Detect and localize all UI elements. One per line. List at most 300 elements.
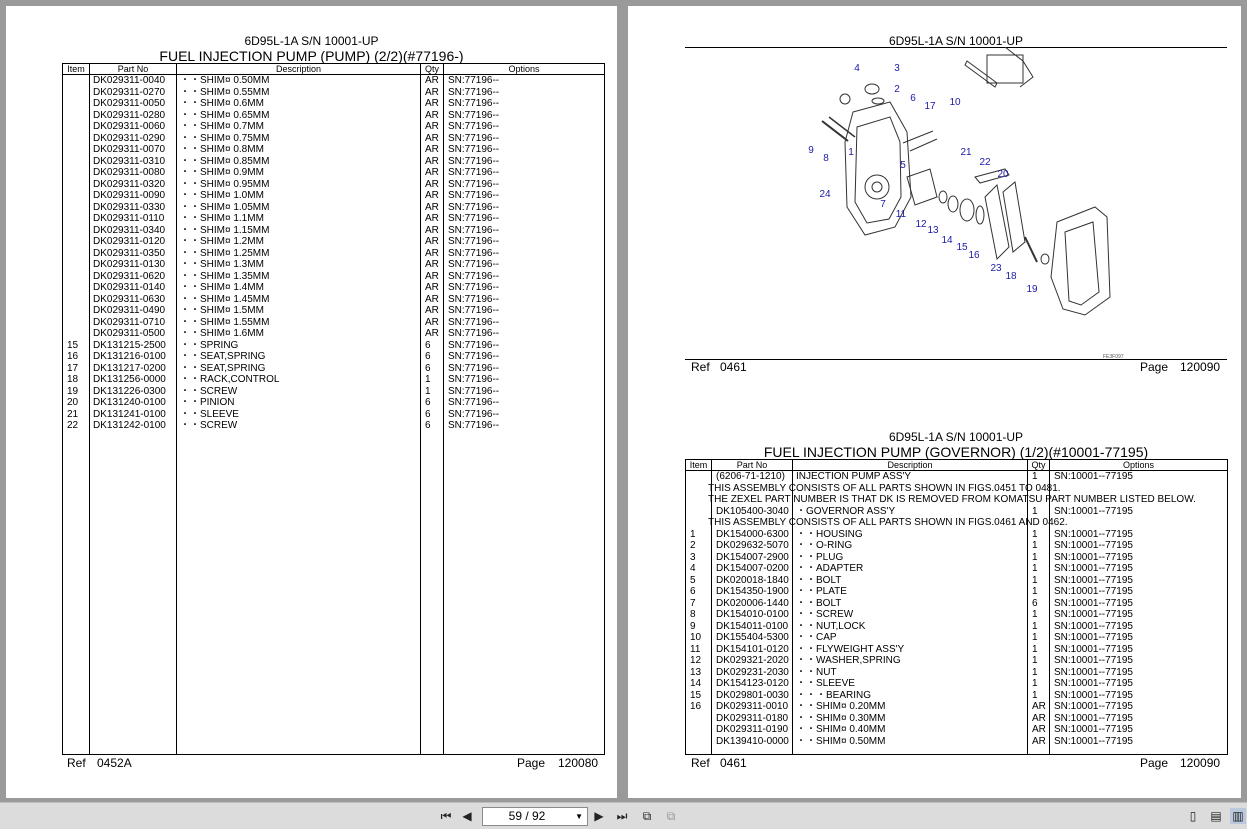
cell-part-no: DK154011-0100 [716,620,789,632]
cell-options: SN:77196-- [448,121,500,132]
cell-description: ・・SHIM¤ 1.2MM [180,236,264,247]
cell-description: ・・SHIM¤ 1.5MM [180,305,264,316]
cell-item: 10 [690,632,702,643]
cell-options: SN:77196-- [448,167,500,178]
cell-qty: AR [425,305,439,316]
first-page-icon: ⏮ [440,809,452,823]
cell-item: 16 [690,701,702,712]
last-page-button[interactable] [614,808,630,824]
left-page-header: 6D95L-1A S/N 10001-UP [244,34,379,48]
callout-4: 4 [854,63,860,74]
col-options: Options [508,64,540,74]
right-parts-table [685,459,1228,755]
copy-icon: ⧉ [642,809,652,823]
cell-part-no: DK029231-2030 [716,666,789,678]
cell-part-no: DK131215-2500 [93,339,166,351]
cell-options: SN:77196-- [448,282,500,293]
cell-part-no: DK029311-0110 [93,213,165,224]
cell-qty: 1 [1032,689,1038,701]
cell-description: ・・SHIM¤ 1.6MM [180,328,264,339]
cell-description: ・・BOLT [796,597,842,609]
single-page-view-button[interactable] [1186,808,1200,824]
table-row [686,621,1227,633]
cell-qty: 1 [1032,540,1038,551]
cell-part-no: DK029311-0180 [716,712,789,724]
cell-part-no: DK029311-0140 [93,282,166,293]
cell-description: ・・SHIM¤ 1.4MM [180,282,264,293]
cell-options: SN:77196-- [448,305,500,316]
next-page-icon: ▶ [594,809,604,823]
cell-qty: AR [425,236,439,247]
table-row [63,121,604,133]
cell-options: SN:10001--77195 [1054,655,1133,666]
cell-description: ・・SCREW [796,609,854,620]
cell-options: SN:10001--77195 [1054,540,1133,551]
table-row [63,282,604,294]
right-top-ref-label: Ref [691,360,710,374]
table-row [63,202,604,214]
two-page-view-button[interactable] [1230,808,1246,824]
cell-options: SN:77196-- [448,293,500,305]
cell-part-no: DK154123-0120 [716,678,789,689]
cell-qty: 1 [1032,471,1038,482]
table-row [63,386,604,398]
cell-options: SN:77196-- [448,362,500,374]
cell-options: SN:10001--77195 [1054,505,1133,517]
cell-item: 22 [67,420,79,431]
cell-description: ・・NUT,LOCK [796,620,866,632]
table-row [686,667,1227,679]
col-description: Description [275,64,322,74]
col-item: Item [67,64,85,74]
cell-description: ・・HOUSING [796,528,863,540]
prev-page-icon: ◀ [462,809,472,823]
cell-description: ・・SHIM¤ 0.20MM [796,701,886,712]
table-row [63,420,604,432]
cell-item: 4 [690,563,696,574]
cell-part-no: DK029311-0310 [93,155,166,167]
table-row [686,540,1227,552]
cell-qty: 1 [1032,505,1038,517]
cell-options: SN:77196-- [448,236,500,247]
cell-part-no: DK029311-0040 [93,75,166,86]
table-row [63,75,604,87]
cell-qty: AR [425,259,439,270]
assembly-note: THIS ASSEMBLY CONSISTS OF ALL PARTS SHOWN IN FIGS.0451 TO 0481. [708,482,1061,494]
cell-item: 7 [690,597,696,609]
callout-19: 19 [1026,284,1038,295]
callout-9: 9 [808,145,814,156]
table-row [63,351,604,363]
table-row [686,690,1227,702]
table-row [63,363,604,375]
cell-qty: AR [425,224,439,236]
table-row [686,506,1227,518]
cell-description: ・・SEAT,SPRING [180,351,266,362]
cell-qty: 1 [1032,563,1038,574]
col-part-no: Part No [736,460,768,470]
cell-part-no: DK154010-0100 [716,609,789,620]
cell-options: SN:77196-- [448,98,500,109]
cell-options: SN:10001--77195 [1054,666,1133,678]
cell-part-no: DK154000-6300 [716,528,789,540]
cell-qty: AR [425,201,439,213]
left-table-rows [63,75,604,432]
cell-options: SN:10001--77195 [1054,528,1133,540]
cell-qty: AR [425,316,439,328]
cell-qty: 6 [425,351,431,362]
page-select[interactable] [482,807,588,826]
cell-qty: AR [425,328,439,339]
cell-part-no: DK155404-5300 [716,632,789,643]
next-page-button[interactable] [592,808,606,824]
cell-item: 19 [67,385,79,397]
right-top-ref-value: 0461 [720,360,747,374]
figure-code: FE3F097 [1103,354,1124,359]
cell-part-no: DK154007-0200 [716,563,789,574]
cell-qty: AR [425,121,439,132]
cell-qty: AR [425,190,439,201]
table-row [63,248,604,260]
cell-description: ・・SHIM¤ 0.30MM [796,712,886,724]
callout-6: 6 [910,93,916,104]
cell-qty: 1 [1032,666,1038,678]
cell-item: 21 [67,408,79,420]
cell-options: SN:10001--77195 [1054,586,1133,597]
table-row [63,409,604,421]
cell-description: ・・ADAPTER [796,563,864,574]
table-row [686,632,1227,644]
table-row [686,586,1227,598]
cell-item: 3 [690,551,696,563]
left-ref-label: Ref [67,756,86,770]
table-row [63,144,604,156]
cell-options: SN:77196-- [448,270,500,282]
cell-description: ・・SHIM¤ 0.50MM [180,75,270,86]
cell-options: SN:77196-- [448,259,500,270]
cell-options: SN:77196-- [448,408,500,420]
cell-description: ・・SHIM¤ 0.75MM [180,132,270,144]
cell-options: SN:77196-- [448,75,500,86]
cell-options: SN:77196-- [448,328,500,339]
cell-part-no: DK029311-0330 [93,201,166,213]
cell-options: SN:10001--77195 [1054,643,1133,655]
copy-page-button[interactable] [638,808,656,824]
table-row [63,374,604,386]
continuous-view-button[interactable] [1208,808,1224,824]
table-row [686,529,1227,541]
cell-part-no: DK029311-0620 [93,270,166,282]
cell-item: 18 [67,374,79,385]
cell-description: ・・FLYWEIGHT ASS'Y [796,643,905,655]
table-row [686,517,1227,529]
right-bottom-page-label: Page [1140,756,1169,770]
cell-item: 13 [690,666,702,678]
cell-options: SN:77196-- [448,213,500,224]
assembly-note: THE ZEXEL PART NUMBER IS THAT DK IS REMOVED FROM KOMATSU PART NUMBER LISTED BELOW. [708,494,1196,505]
cell-item: 5 [690,574,696,586]
cell-item: 8 [690,609,696,620]
table-row [63,397,604,409]
cell-qty: AR [425,132,439,144]
cell-part-no: DK029311-0270 [93,86,166,98]
cell-part-no: DK029311-0350 [93,247,166,259]
callout-20: 20 [997,169,1009,180]
right-bottom-page-number: 120090 [1180,756,1221,770]
cell-options: SN:77196-- [448,339,500,351]
cell-qty: 1 [1032,528,1038,540]
cell-description: ・・SLEEVE [796,678,855,689]
callout-16: 16 [968,250,980,261]
cell-qty: AR [425,167,439,178]
cell-part-no: DK029311-0490 [93,305,166,316]
cell-options: SN:10001--77195 [1054,712,1133,724]
cell-options: SN:77196-- [448,86,500,98]
right-top-page-number: 120090 [1180,360,1221,374]
cell-options: SN:10001--77195 [1054,689,1133,701]
col-qty: Qty [1031,460,1046,470]
callout-10: 10 [949,97,961,108]
cell-part-no: DK029632-5070 [716,540,789,551]
table-row [686,494,1227,506]
cell-part-no: DK131216-0100 [93,351,166,362]
cell-options: SN:77196-- [448,420,500,431]
cell-description: ・・PLUG [796,551,844,563]
page-indicator: 59 / 92 [508,809,546,823]
cell-qty: 6 [425,339,431,351]
table-row [63,156,604,168]
cell-description: ・・WASHER,SPRING [796,655,901,666]
cell-description: ・・SHIM¤ 1.45MM [180,293,270,305]
cell-description: ・・SHIM¤ 0.65MM [180,109,270,121]
cell-options: SN:77196-- [448,190,500,201]
col-item: Item [689,460,708,470]
table-row [63,167,604,179]
cell-qty: AR [425,98,439,109]
cell-qty: 1 [1032,551,1038,563]
callout-5: 5 [900,160,906,171]
right-top-header: 6D95L-1A S/N 10001-UP [888,34,1024,48]
cell-description: ・・SHIM¤ 0.95MM [180,178,270,190]
cell-part-no: DK029311-0280 [93,109,166,121]
chevron-down-icon: ▼ [575,812,583,821]
cell-description: ・・SCREW [180,385,238,397]
cell-qty: 1 [1032,655,1038,666]
table-row [686,736,1227,748]
table-row [686,483,1227,495]
cell-description: ・・SHIM¤ 1.15MM [180,224,270,236]
cell-description: ・・O-RING [796,540,853,551]
cell-description: ・・BOLT [796,574,842,586]
table-row [63,236,604,248]
cell-options: SN:10001--77195 [1054,735,1133,747]
cell-part-no: DK029321-2020 [716,655,789,666]
cell-item: 14 [690,678,702,689]
left-page-number: 120080 [558,756,599,770]
cell-options: SN:10001--77195 [1054,620,1133,632]
table-row [686,471,1227,483]
cell-qty: AR [425,109,439,121]
prev-page-button[interactable] [460,808,474,824]
cell-item: 15 [690,689,702,701]
cell-description: ・・SHIM¤ 1.55MM [180,316,270,328]
col-qty: Qty [424,64,439,74]
cell-part-no: DK029311-0630 [93,293,166,305]
cell-part-no: DK029311-0320 [93,178,166,190]
callout-3: 3 [894,63,900,74]
left-ref-value: 0452A [97,756,132,770]
table-row [63,340,604,352]
cell-qty: AR [1032,712,1046,724]
right-table-rows [686,471,1227,747]
cell-description: INJECTION PUMP ASS'Y [796,471,912,482]
cell-options: SN:77196-- [448,155,500,167]
table-row [63,317,604,329]
cell-qty: AR [425,213,439,224]
cell-part-no: DK029311-0050 [93,98,166,109]
cell-qty: 1 [1032,609,1038,620]
cell-item: 12 [690,655,702,666]
col-options: Options [1122,460,1155,470]
cell-part-no: DK131226-0300 [93,385,166,397]
callout-12: 12 [915,219,927,230]
cell-description: ・・NUT [796,666,837,678]
col-part-no: Part No [117,64,149,74]
table-row [686,701,1227,713]
cell-options: SN:77196-- [448,224,500,236]
cell-qty: AR [1032,735,1046,747]
cell-description: ・・SHIM¤ 1.05MM [180,201,270,213]
cell-options: SN:77196-- [448,397,500,408]
cell-description: ・・SHIM¤ 1.3MM [180,259,264,270]
table-row [686,609,1227,621]
cell-description: ・・SLEEVE [180,408,239,420]
cell-item: 16 [67,351,79,362]
table-row [63,133,604,145]
table-row [686,563,1227,575]
cell-qty: AR [425,86,439,98]
callout-22: 22 [979,157,991,168]
cell-description: ・・SHIM¤ 0.6MM [180,98,264,109]
cell-description: ・・RACK,CONTROL [180,374,280,385]
cell-options: SN:10001--77195 [1054,574,1133,586]
single-page-icon: ▯ [1189,809,1197,823]
cell-part-no: DK029311-0010 [716,701,789,712]
cell-qty: 1 [1032,586,1038,597]
cell-part-no: DK154007-2900 [716,551,789,563]
right-bottom-ref-label: Ref [691,756,710,770]
cell-part-no: DK131240-0100 [93,397,166,408]
cell-item: 9 [690,620,696,632]
cell-description: ・・SPRING [180,339,239,351]
cell-qty: AR [1032,701,1046,712]
cell-qty: 1 [425,385,431,397]
cell-part-no: DK154350-1900 [716,586,789,597]
cell-description: ・・SCREW [180,420,238,431]
table-row [63,271,604,283]
cell-part-no: DK029311-0290 [93,132,166,144]
cell-description: ・・SHIM¤ 0.9MM [180,167,264,178]
cell-qty: AR [425,155,439,167]
cell-qty: AR [425,270,439,282]
cell-part-no: DK029311-0090 [93,190,166,201]
cell-options: SN:10001--77195 [1054,551,1133,563]
cell-part-no: DK029311-0130 [93,259,166,270]
table-row [63,328,604,340]
cell-qty: 1 [1032,632,1038,643]
cell-description: ・・・BEARING [796,689,872,701]
cell-qty: 6 [425,397,431,408]
table-row [686,678,1227,690]
table-row [63,98,604,110]
table-row [63,213,604,225]
callout-17: 17 [924,101,936,112]
callout-24: 24 [819,189,831,200]
cell-qty: AR [425,178,439,190]
cell-qty: 6 [1032,597,1038,609]
cell-description: ・・SHIM¤ 1.0MM [180,190,264,201]
first-page-button[interactable] [438,808,454,824]
cell-options: SN:10001--77195 [1054,632,1133,643]
cell-item: 15 [67,339,79,351]
callout-15: 15 [956,242,968,253]
cell-part-no: DK029311-0710 [93,316,166,328]
cell-options: SN:10001--77195 [1054,563,1133,574]
right-bottom-ref-value: 0461 [720,756,747,770]
cell-description: ・・PLATE [796,586,847,597]
last-page-icon: ⏭ [616,809,628,823]
callout-14: 14 [941,235,953,246]
right-bottom-title: FUEL INJECTION PUMP (GOVERNOR) (1/2)(#10001-77195) [763,444,1149,460]
cell-part-no: DK029311-0340 [93,224,166,236]
cell-description: ・・SHIM¤ 1.1MM [180,213,264,224]
viewer-toolbar [0,802,1247,829]
cell-description: ・・SHIM¤ 0.40MM [796,724,886,735]
left-page-title: FUEL INJECTION PUMP (PUMP) (2/2)(#77196-) [159,48,464,64]
cell-qty: 6 [425,362,431,374]
cell-item: 17 [67,362,79,374]
table-row [686,552,1227,564]
cell-qty: AR [425,247,439,259]
cell-options: SN:10001--77195 [1054,471,1133,482]
cell-options: SN:77196-- [448,385,500,397]
cell-options: SN:77196-- [448,247,500,259]
cell-options: SN:77196-- [448,201,500,213]
cell-item: 1 [690,528,696,540]
cell-part-no: DK131217-0200 [93,362,166,374]
cell-item: 6 [690,586,696,597]
callout-7: 7 [880,199,886,210]
col-description: Description [887,460,933,470]
cell-part-no: DK020018-1840 [716,574,789,586]
cell-part-no: DK105400-3040 [716,505,789,517]
cell-description: ・・SHIM¤ 0.8MM [180,144,264,155]
cell-part-no: (6206-71-1210) [716,471,785,482]
cell-qty: 1 [1032,574,1038,586]
cell-options: SN:77196-- [448,132,500,144]
exploded-view-illustration [685,47,1227,359]
callout-23: 23 [990,263,1002,274]
cell-options: SN:77196-- [448,144,500,155]
cell-qty: AR [425,75,439,86]
paste-page-button[interactable] [662,808,680,824]
cell-item: 20 [67,397,79,408]
cell-options: SN:77196-- [448,109,500,121]
cell-description: ・・SHIM¤ 0.85MM [180,155,270,167]
cell-qty: 6 [425,420,431,431]
cell-options: SN:77196-- [448,316,500,328]
cell-description: ・・SHIM¤ 1.25MM [180,247,270,259]
